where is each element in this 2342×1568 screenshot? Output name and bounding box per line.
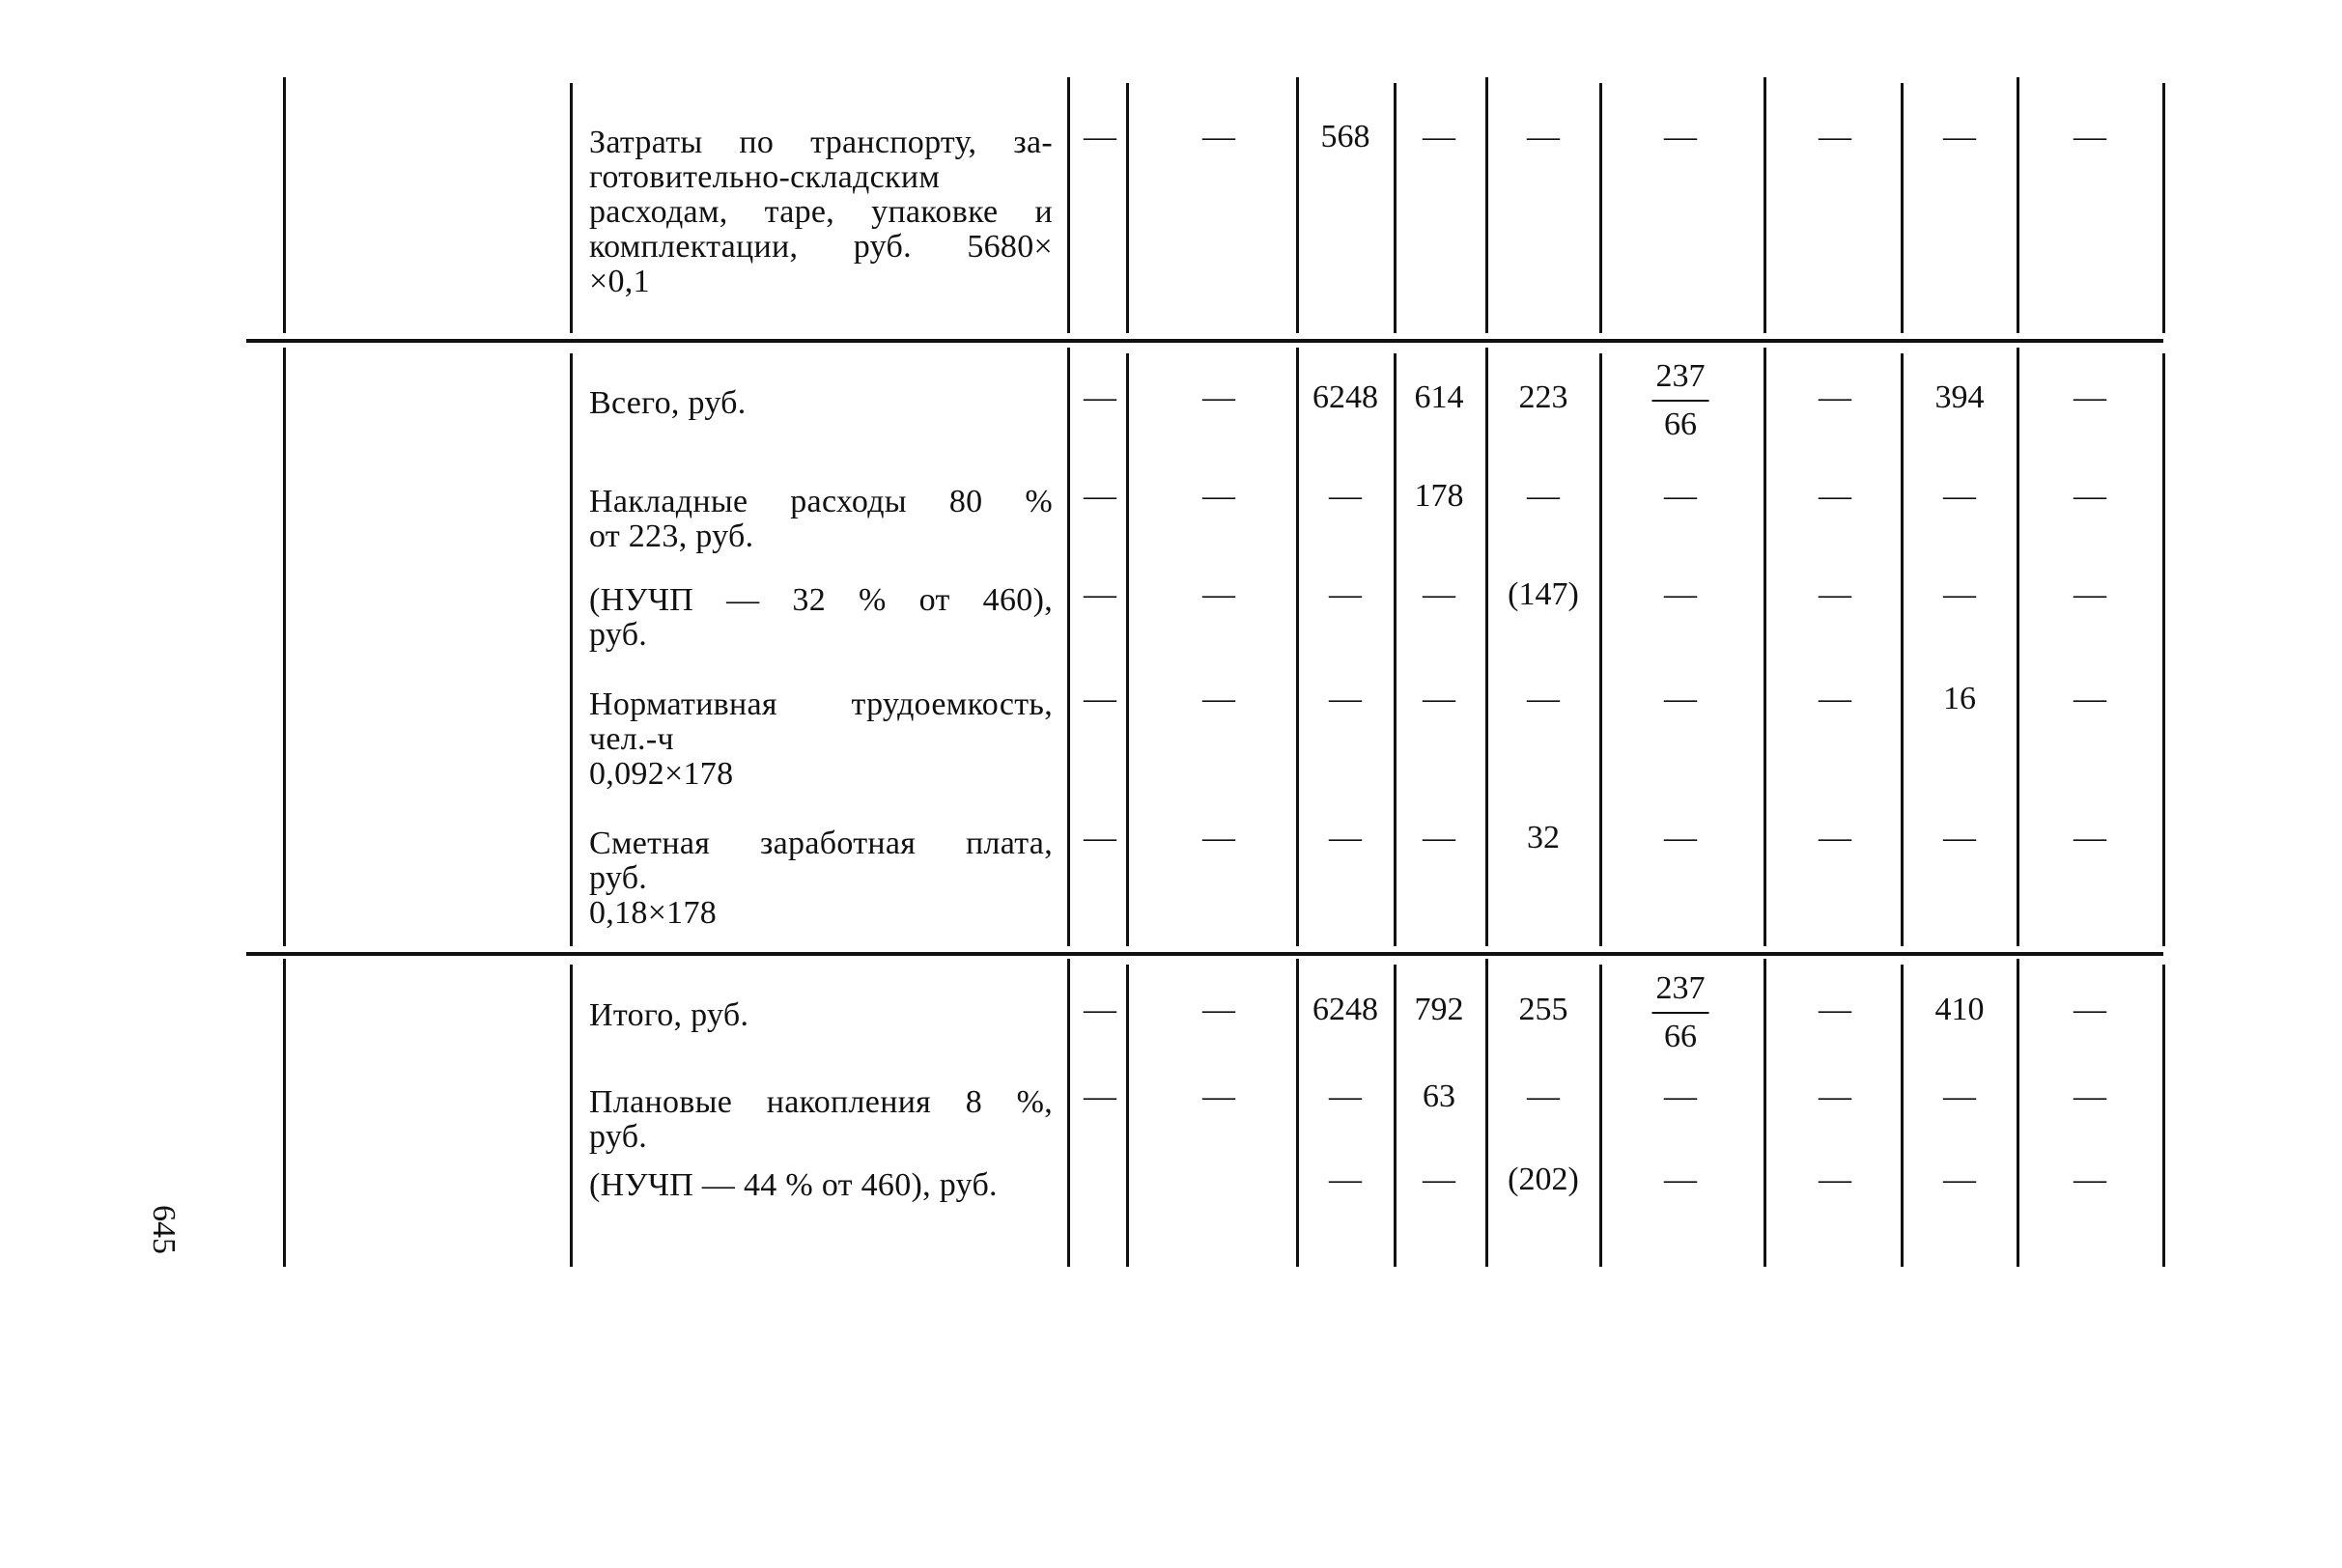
- table-cell: 6248: [1312, 379, 1378, 415]
- dash-cell: —: [1819, 379, 1851, 415]
- column-rule: [1764, 77, 1766, 333]
- dash-cell: —: [1202, 576, 1235, 612]
- description-line: ×0,1: [589, 264, 650, 299]
- fraction-denominator: 66: [1664, 406, 1697, 442]
- description-line: готовительно-складским: [589, 159, 941, 195]
- dash-cell: —: [1943, 1078, 1976, 1114]
- dash-cell: —: [1819, 820, 1851, 855]
- table-cell: 63: [1423, 1078, 1455, 1114]
- dash-cell: —: [2074, 576, 2106, 612]
- column-rule: [1485, 77, 1488, 333]
- table-cell: (202): [1508, 1162, 1579, 1197]
- dash-cell: —: [1202, 379, 1235, 415]
- column-rule: [1126, 353, 1129, 946]
- dash-cell: —: [2074, 1162, 2106, 1197]
- column-rule: [2162, 965, 2165, 1267]
- dash-cell: —: [1329, 576, 1362, 612]
- dash-cell: —: [2074, 820, 2106, 855]
- row-description: [589, 998, 1053, 1033]
- column-rule: [1485, 348, 1488, 946]
- horizontal-rule: [246, 952, 2163, 956]
- dash-cell: —: [1527, 1078, 1560, 1114]
- column-rule: [1394, 353, 1397, 946]
- dash-cell: —: [1202, 478, 1235, 514]
- column-rule: [2017, 348, 2019, 946]
- description-line: 0,18×178: [589, 895, 718, 931]
- dash-cell: —: [1819, 992, 1851, 1027]
- column-rule: [1126, 965, 1129, 1267]
- dash-cell: —: [1527, 119, 1560, 154]
- dash-cell: —: [1084, 992, 1116, 1027]
- dash-cell: —: [1423, 1162, 1455, 1197]
- dash-cell: —: [1943, 119, 1976, 154]
- description-line: (НУЧП — 32 % от 460),: [589, 582, 1053, 618]
- column-rule: [1485, 959, 1488, 1267]
- description-line: руб.: [589, 617, 648, 653]
- row-description: [589, 687, 1053, 792]
- description-line: руб.: [589, 1119, 648, 1155]
- dash-cell: —: [1084, 1078, 1116, 1114]
- table-cell: 568: [1320, 119, 1370, 154]
- row-description: [589, 1168, 1053, 1203]
- row-description: [589, 583, 1053, 653]
- table-cell: 394: [1934, 379, 1985, 415]
- description-line: Итого, руб.: [589, 997, 749, 1033]
- description-line: Затраты по транспорту, за-: [589, 125, 1053, 160]
- table-cell: 16: [1943, 681, 1976, 716]
- column-rule: [1901, 83, 1904, 333]
- dash-cell: —: [1423, 576, 1455, 612]
- dash-cell: —: [1664, 1078, 1697, 1114]
- dash-cell: —: [1329, 1162, 1362, 1197]
- column-rule: [1599, 83, 1602, 333]
- table-cell: 410: [1934, 992, 1985, 1027]
- dash-cell: —: [1423, 119, 1455, 154]
- column-rule: [1394, 965, 1397, 1267]
- column-rule: [2017, 77, 2019, 333]
- dash-cell: —: [1819, 1078, 1851, 1114]
- dash-cell: —: [1084, 478, 1116, 514]
- dash-cell: —: [1084, 119, 1116, 154]
- column-rule: [1067, 959, 1070, 1267]
- dash-cell: —: [1329, 820, 1362, 855]
- column-rule: [570, 83, 573, 333]
- column-rule: [2162, 353, 2165, 946]
- dash-cell: —: [1819, 681, 1851, 716]
- description-line: чел.-ч: [589, 721, 674, 757]
- dash-cell: —: [1084, 820, 1116, 855]
- dash-cell: —: [1202, 119, 1235, 154]
- table-cell: [1652, 359, 1709, 442]
- row-description: [589, 126, 1053, 299]
- description-line: Всего, руб.: [589, 385, 747, 421]
- column-rule: [1126, 83, 1129, 333]
- fraction-numerator: 237: [1652, 359, 1709, 402]
- column-rule: [1764, 959, 1766, 1267]
- column-rule: [1067, 348, 1070, 946]
- dash-cell: —: [2074, 379, 2106, 415]
- dash-cell: —: [1202, 681, 1235, 716]
- description-line: 0,092×178: [589, 756, 734, 792]
- description-line: от 223, руб.: [589, 518, 754, 554]
- column-rule: [283, 77, 286, 333]
- description-line: Сметная заработная плата,: [589, 826, 1053, 861]
- dash-cell: —: [1664, 1162, 1697, 1197]
- column-rule: [570, 353, 573, 946]
- dash-cell: —: [2074, 992, 2106, 1027]
- dash-cell: —: [1819, 119, 1851, 154]
- dash-cell: —: [2074, 1078, 2106, 1114]
- dash-cell: —: [1202, 992, 1235, 1027]
- table-cell: [1652, 971, 1709, 1054]
- dash-cell: —: [1664, 576, 1697, 612]
- table-cell: 6248: [1312, 992, 1378, 1027]
- description-line: Плановые накопления 8 %,: [589, 1084, 1053, 1120]
- column-rule: [570, 965, 573, 1267]
- dash-cell: —: [1084, 576, 1116, 612]
- dash-cell: —: [1527, 478, 1560, 514]
- column-rule: [1296, 77, 1299, 333]
- table-cell: 614: [1414, 379, 1464, 415]
- dash-cell: —: [1423, 820, 1455, 855]
- dash-cell: —: [1084, 379, 1116, 415]
- description-line: (НУЧП — 44 % от 460), руб.: [589, 1167, 998, 1203]
- row-description: [589, 826, 1053, 931]
- dash-cell: —: [1202, 820, 1235, 855]
- dash-cell: —: [1819, 576, 1851, 612]
- dash-cell: —: [1329, 478, 1362, 514]
- row-description: [589, 1085, 1053, 1155]
- horizontal-rule: [246, 339, 2163, 343]
- dash-cell: —: [1329, 1078, 1362, 1114]
- dash-cell: —: [1664, 681, 1697, 716]
- dash-cell: —: [1819, 478, 1851, 514]
- row-description: [589, 386, 1053, 421]
- column-rule: [283, 348, 286, 946]
- description-line: Накладные расходы 80 %: [589, 484, 1053, 519]
- table-cell: 792: [1414, 992, 1464, 1027]
- fraction-numerator: 237: [1652, 971, 1709, 1014]
- column-rule: [2162, 83, 2165, 333]
- column-rule: [1599, 353, 1602, 946]
- column-rule: [1296, 348, 1299, 946]
- table-cell: (147): [1508, 576, 1579, 612]
- fraction-denominator: 66: [1664, 1019, 1697, 1054]
- fraction-value: [1652, 359, 1709, 442]
- table-cell: 255: [1518, 992, 1568, 1027]
- dash-cell: —: [1664, 820, 1697, 855]
- table-cell: 178: [1414, 478, 1464, 514]
- dash-cell: —: [2074, 119, 2106, 154]
- dash-cell: —: [1527, 681, 1560, 716]
- row-description: [589, 485, 1053, 554]
- dash-cell: —: [1329, 681, 1362, 716]
- dash-cell: —: [1819, 1162, 1851, 1197]
- page-number: 645: [146, 1205, 182, 1254]
- dash-cell: —: [1943, 576, 1976, 612]
- column-rule: [1764, 348, 1766, 946]
- dash-cell: —: [2074, 681, 2106, 716]
- dash-cell: —: [1664, 119, 1697, 154]
- description-line: расходам, таре, упаковке и: [589, 194, 1053, 230]
- description-line: комплектации, руб. 5680×: [589, 229, 1053, 265]
- column-rule: [1067, 77, 1070, 333]
- dash-cell: —: [1943, 820, 1976, 855]
- table-cell: 223: [1518, 379, 1568, 415]
- column-rule: [1296, 959, 1299, 1267]
- column-rule: [1901, 353, 1904, 946]
- description-line: Нормативная трудоемкость,: [589, 686, 1053, 722]
- dash-cell: —: [1202, 1078, 1235, 1114]
- column-rule: [1901, 965, 1904, 1267]
- dash-cell: —: [1423, 681, 1455, 716]
- fraction-value: [1652, 971, 1709, 1054]
- table-cell: 32: [1527, 820, 1560, 855]
- column-rule: [283, 959, 286, 1267]
- description-line: руб.: [589, 860, 648, 896]
- dash-cell: —: [1943, 1162, 1976, 1197]
- dash-cell: —: [1943, 478, 1976, 514]
- column-rule: [2017, 959, 2019, 1267]
- dash-cell: —: [1664, 478, 1697, 514]
- column-rule: [1394, 83, 1397, 333]
- column-rule: [1599, 965, 1602, 1267]
- dash-cell: —: [2074, 478, 2106, 514]
- dash-cell: —: [1084, 681, 1116, 716]
